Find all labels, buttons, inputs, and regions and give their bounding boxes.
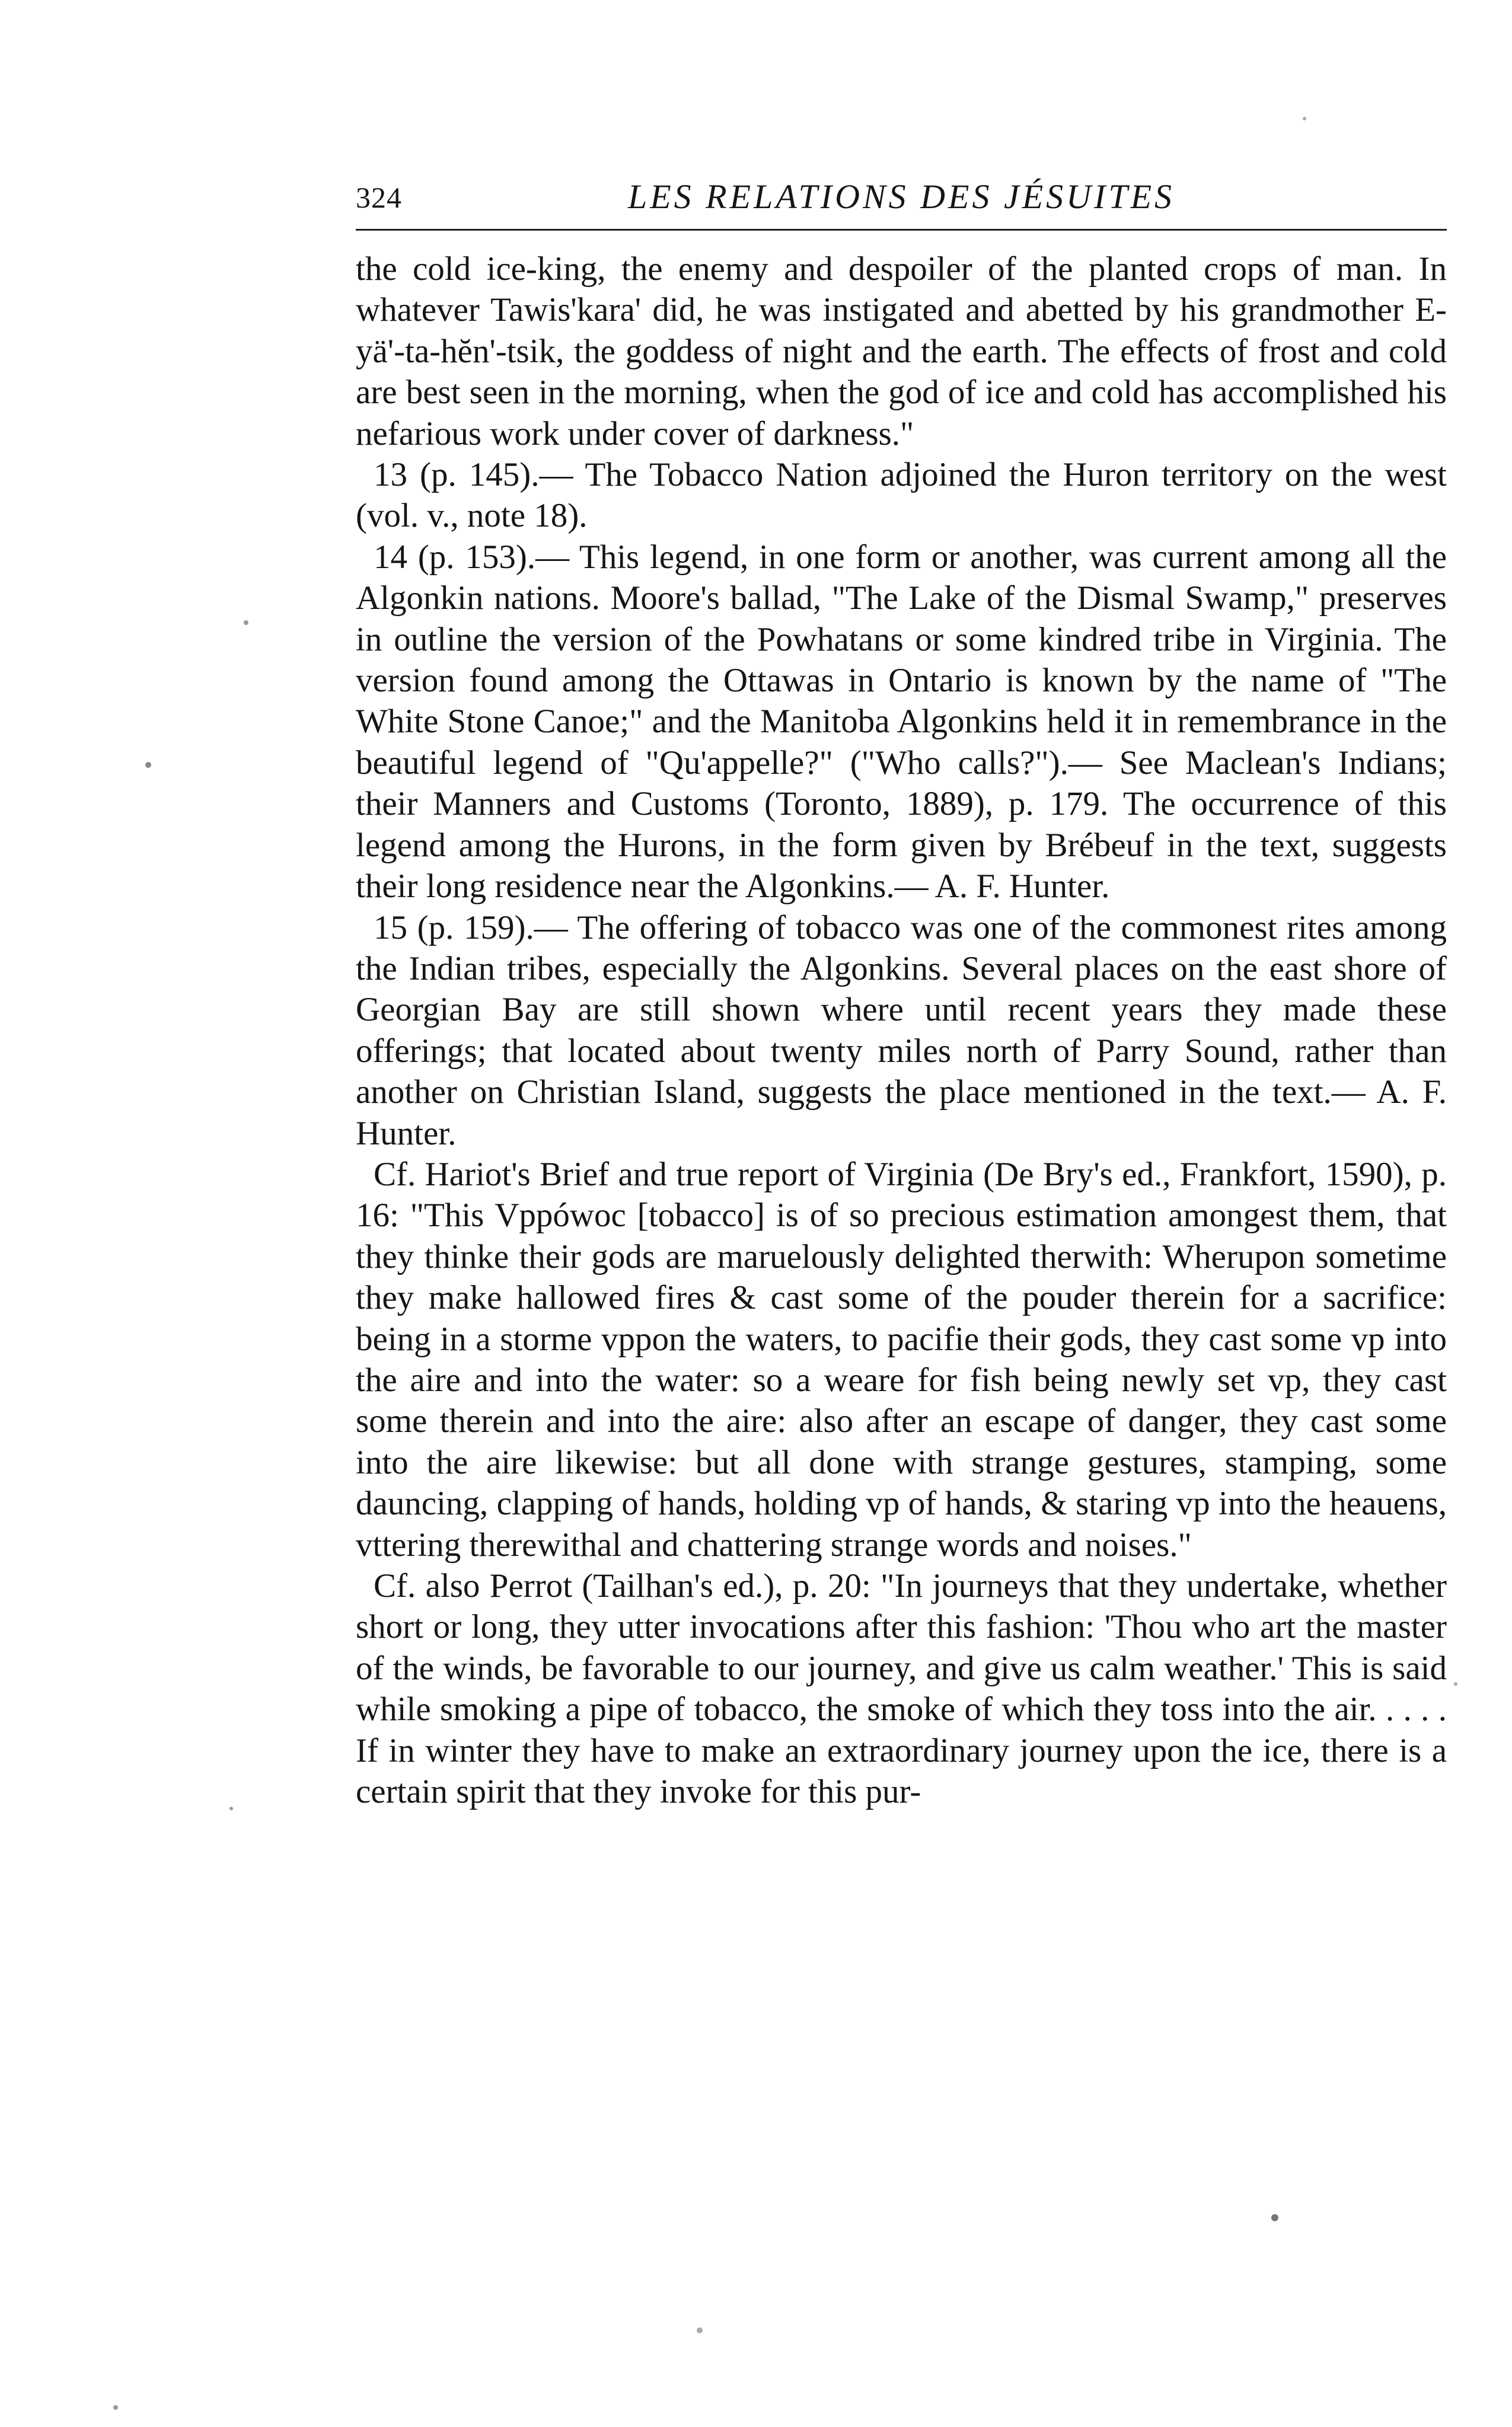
note-14: 14 (p. 153).— This legend, in one form or another, was current among all the Algonkin nations. Moore's ballad, "The Lake of the Dismal Swamp," preserves in outline the version of the Powhatans or some kindred tribe in Virginia. The version found among the Ottawas in Ontario is known by the name of "The White Stone Canoe;" and the Manitoba Algonkins held it in remembrance in the beautiful legend of "Qu'appelle?" ("Who calls?").— See Maclean's Indians; their Manners and Customs (Toronto, 1889), p. 179. The occurrence of this legend among the Hurons, in the form given by Brébeuf in the text, suggests their long residence near the Algonkins.— A. F. Hunter. [356,538,1447,905]
note-15: 15 (p. 159).— The offering of tobacco was one of the commonest rites among the Indian tribes, especially the Algonkins. Several places on the east shore of Georgian Bay are still shown where until recent years they made these offerings; that located about twenty miles north of Parry Sound, rather than another on Christian Island, suggests the place mentioned in the text.— A. F. Hunter. [356,908,1447,1152]
running-head [356,172,1447,229]
note-13: 13 (p. 145).— The Tobacco Nation adjoined the Huron territory on the west (vol. v., note 18). [356,456,1447,535]
note-hariot-citation: Cf. Hariot's Brief and true report of Virginia (De Bry's ed., Frankfort, 1590), p. 16: "This Vppówoc [tobacco] is of so precious estimation amongest them, that they thinke their gods are maruelously delighted therwith: Wherupon sometime they make hallowed fires & cast some of the pouder therein for a sacrifice: being in a storme vppon the waters, to pacifie their gods, they cast some vp into the aire and into the water: so a weare for fish being newly set vp, they cast some therein and into the aire: also after an escape of danger, they cast some into the aire likewise: but all done with strange gestures, stamping, some dauncing, clapping of hands, holding vp of hands, & staring vp into the heauens, vttering therewithal and chattering strange words and noises." [356,1155,1447,1564]
running-title: LES RELATIONS DES JÉSUITES [627,177,1175,216]
body-text [356,248,1447,1812]
header-rule [356,229,1447,231]
page [356,172,1447,1812]
note-perrot-citation: Cf. also Perrot (Tailhan's ed.), p. 20: "In journeys that they undertake, whether short or long, they utter invocations after this fashion: 'Thou who art the master of the winds, be favorable to our journey, and give us calm weather.' This is said while smoking a pipe of tobacco, the smoke of which they toss into the air. . . . . If in winter they have to make an extraordinary journey upon the ice, there is a certain spirit that they invoke for this pur- [356,1567,1447,1811]
page-number: 324 [356,181,402,214]
paragraph-continuation: the cold ice-king, the enemy and despoiler of the planted crops of man. In whatever Tawis'kara' did, he was instigated and abetted by his grandmother E-yä'-ta-hĕn'-tsik, the goddess of night and the earth. The effects of frost and cold are best seen in the morning, when the god of ice and cold has accomplished his nefarious work under cover of darkness." [356,250,1447,452]
